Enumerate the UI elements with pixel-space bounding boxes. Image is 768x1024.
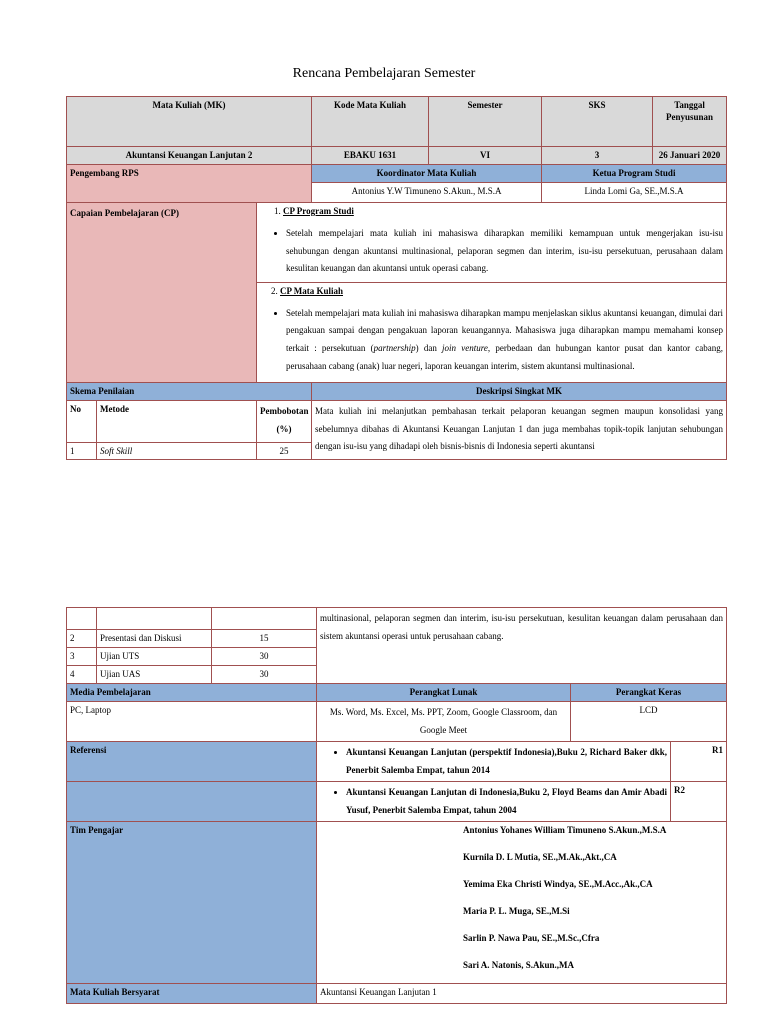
rps-table-page1 <box>66 96 727 460</box>
skema-row-3-metode: Ujian UTS <box>97 648 212 666</box>
header-mk-value: Akuntansi Keuangan Lanjutan 2 <box>67 147 312 165</box>
perangkat-lunak-label: Perangkat Lunak <box>317 684 571 702</box>
ketua-label: Ketua Program Studi <box>542 165 727 183</box>
skema-row-4-no: 4 <box>67 666 97 684</box>
header-semester-label: Semester <box>429 97 542 147</box>
perangkat-lunak-value: Ms. Word, Ms. Excel, Ms. PPT, Zoom, Google Classroom, dan Google Meet <box>317 702 571 742</box>
deskripsi-text-page2: multinasional, pelaporan segmen dan interim, isu-isu persekutuan, kesulitan keuangan dalam perusahaan dan sistem akuntansi operasi untuk perusahaan cabang. <box>317 608 727 684</box>
deskripsi-label: Deskripsi Singkat MK <box>312 383 727 401</box>
media-value: PC, Laptop <box>67 702 317 742</box>
rps-table-page2 <box>66 607 727 1004</box>
cp-mk-heading: 2. CP Mata Kuliah <box>257 282 726 297</box>
tim-member-4: Maria P. L. Muga, SE.,M.Si <box>463 906 570 917</box>
header-kode-label: Kode Mata Kuliah <box>312 97 429 147</box>
header-kode-value: EBAKU 1631 <box>312 147 429 165</box>
tim-member-1: Antonius Yohanes William Timuneno S.Akun.,M.S.A <box>463 825 667 836</box>
skema-row-2-bobot: 15 <box>212 630 317 648</box>
header-mk-label: Mata Kuliah (MK) <box>67 97 312 147</box>
tim-member-6: Sari A. Natonis, S.Akun.,MA <box>463 960 575 971</box>
tim-member-5: Sarlin P. Nawa Pau, SE.,M.Sc.,Cfra <box>463 933 600 944</box>
skema-label: Skema Penilaian <box>67 383 312 401</box>
header-sks-label: SKS <box>542 97 653 147</box>
cp-mk-title: CP Mata Kuliah <box>280 285 344 296</box>
tim-member-2: Kurnila D. L Mutia, SE.,M.Ak.,Akt.,CA <box>463 852 617 863</box>
skema-col-metode: Metode <box>97 401 257 443</box>
referensi-code-2: R2 <box>671 782 727 822</box>
perangkat-keras-value: LCD <box>571 702 727 742</box>
prasyarat-value: Akuntansi Keuangan Lanjutan 1 <box>317 984 727 1004</box>
cp-prodi-list <box>260 225 723 278</box>
koordinator-value: Antonius Y.W Timuneno S.Akun., M.S.A <box>312 183 542 203</box>
cp-label: Capaian Pembelajaran (CP) <box>67 203 257 383</box>
tim-pengajar-list <box>317 822 727 984</box>
header-sks-value: 3 <box>542 147 653 165</box>
skema-row-3-no: 3 <box>67 648 97 666</box>
skema-row-1-metode: Soft Skill <box>97 443 257 460</box>
prasyarat-label: Mata Kuliah Bersyarat <box>67 984 317 1004</box>
cp-mk-text: • Setelah mempelajari mata kuliah ini mahasiswa diharapkan mampu menjelaskan siklus akuntansi keuangan, dimulai dari pengakuan sampai dengan pengakuan laporan keuangannya. Mahasiswa juga diharapkan mampu memahami konsep terkait : persekutuan (partnership) dan join venture, perbedaan dan hubungan kantor pusat dan kantor cabang, perusahaan cabang (anak) luar negeri, laporan keuangan interim, sistem akuntansi multinasional. <box>286 305 723 375</box>
media-label: Media Pembelajaran <box>67 684 317 702</box>
koordinator-label: Koordinator Mata Kuliah <box>312 165 542 183</box>
ketua-value: Linda Lomi Ga, SE.,M.S.A <box>542 183 727 203</box>
header-tanggal-label: Tanggal Penyusunan <box>653 97 727 147</box>
perangkat-keras-label: Perangkat Keras <box>571 684 727 702</box>
skema-row-1-bobot: 25 <box>257 443 312 460</box>
tim-pengajar-label: Tim Pengajar <box>67 822 317 984</box>
tim-member-3: Yemima Eka Christi Windya, SE.,M.Acc.,Ak.,CA <box>463 879 653 890</box>
cp-prodi-heading: 1. CP Program Studi <box>274 206 354 216</box>
cp-prodi-title: CP Program Studi <box>283 206 354 216</box>
pengembang-label: Pengembang RPS <box>67 165 312 203</box>
skema-col-bobot: Pembobotan (%) <box>257 401 312 443</box>
skema-row-1-no: 1 <box>67 443 97 460</box>
referensi-item-2: • Akuntansi Keuangan Lanjutan di Indonesia,Buku 2, Floyd Beams dan Amir Abadi Yusuf, Penerbit Salemba Empat, tahun 2004 <box>317 782 671 822</box>
skema-row-2-no: 2 <box>67 630 97 648</box>
cp-content <box>257 203 727 383</box>
referensi-item-1: • Akuntansi Keuangan Lanjutan (perspektif Indonesia),Buku 2, Richard Baker dkk, Penerbit Salemba Empat, tahun 2014 <box>317 742 671 782</box>
skema-row-2-metode: Presentasi dan Diskusi <box>97 630 212 648</box>
header-semester-value: VI <box>429 147 542 165</box>
referensi-code-1: R1 <box>671 742 727 782</box>
cp-prodi-text: • Setelah mempelajari mata kuliah ini mahasiswa diharapkan memiliki kemampuan untuk mengerjakan isu-isu sehubungan dengan akuntansi multinasional, pelaporan segmen dan interim, isu-isu persekutuan, perusahaan dalam kesulitan keuangan dan akuntansi untuk operasi cabang. <box>286 225 723 278</box>
deskripsi-text-page1: Mata kuliah ini melanjutkan pembahasan terkait pelaporan keuangan segmen maupun konsolidasi yang sebelumnya dibahas di Akuntansi Keuangan Lanjutan 1 dan juga membahas topik-topik lanjutan sehubungan dengan isu-isu yang dihadapi oleh bisnis-bisnis di Indonesia seperti akuntansi <box>312 401 727 460</box>
cp-mk-list <box>260 305 723 375</box>
document-title: Rencana Pembelajaran Semester <box>292 66 476 81</box>
skema-row-4-metode: Ujian UAS <box>97 666 212 684</box>
skema-row-3-bobot: 30 <box>212 648 317 666</box>
skema-row-4-bobot: 30 <box>212 666 317 684</box>
header-tanggal-value: 26 Januari 2020 <box>653 147 727 165</box>
skema-col-no: No <box>67 401 97 443</box>
referensi-label: Referensi <box>67 742 317 782</box>
